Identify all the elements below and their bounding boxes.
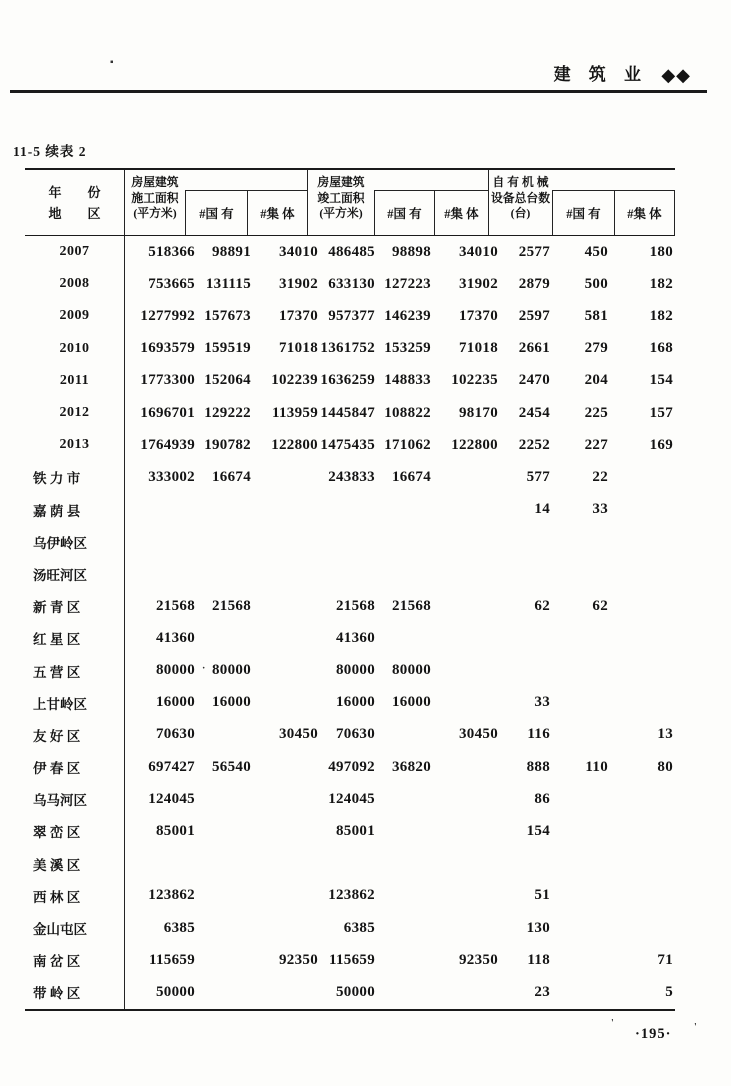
value-cell: 182 bbox=[649, 307, 673, 324]
value-cell: 108822 bbox=[384, 404, 431, 421]
table-row bbox=[25, 461, 675, 493]
value-cell: 2879 bbox=[518, 275, 550, 292]
value-cell: 98891 bbox=[212, 243, 251, 260]
header-group-construction-area bbox=[125, 170, 307, 235]
row-label: 2011 bbox=[25, 365, 125, 397]
value-cell: 50000 bbox=[156, 983, 195, 1000]
value-cell: 16000 bbox=[336, 694, 375, 711]
value-cell: 41360 bbox=[156, 629, 195, 646]
row-label: 嘉 荫 县 bbox=[25, 494, 125, 526]
value-cell: 21568 bbox=[392, 597, 431, 614]
table-row bbox=[25, 944, 675, 976]
value-cell: 23 bbox=[534, 983, 550, 1000]
group-title-line: 竣工面积 bbox=[317, 190, 365, 205]
value-cell: 124045 bbox=[148, 790, 195, 807]
row-label: 2009 bbox=[25, 300, 125, 332]
value-cell: 157673 bbox=[204, 307, 251, 324]
row-label: 新 青 区 bbox=[25, 590, 125, 622]
row-label: 红 星 区 bbox=[25, 622, 125, 654]
value-cell: 13 bbox=[657, 726, 673, 743]
table-row bbox=[25, 687, 675, 719]
value-cell: 2252 bbox=[518, 436, 550, 453]
table-row bbox=[25, 429, 675, 461]
row-label: 乌伊岭区 bbox=[25, 526, 125, 558]
value-cell: 486485 bbox=[328, 243, 375, 260]
page-number: ·195· bbox=[635, 1026, 672, 1042]
value-cell: 16674 bbox=[392, 468, 431, 485]
table-row bbox=[25, 622, 675, 654]
value-cell: 1773300 bbox=[140, 372, 195, 389]
row-label: 美 溪 区 bbox=[25, 848, 125, 880]
row-label: 乌马河区 bbox=[25, 783, 125, 815]
row-label: 带 岭 区 bbox=[25, 976, 125, 1008]
value-cell: 98170 bbox=[459, 404, 498, 421]
value-cell: 153259 bbox=[384, 340, 431, 357]
table-label: 11-5 续表 2 bbox=[13, 144, 87, 159]
value-cell: 204 bbox=[584, 372, 608, 389]
value-cell: 17370 bbox=[459, 307, 498, 324]
value-cell: 92350 bbox=[279, 951, 318, 968]
group-title-line: 设备总台数 bbox=[491, 190, 550, 205]
value-cell: 333002 bbox=[148, 468, 195, 485]
group-title-line: 施工面积 bbox=[131, 190, 179, 205]
table-row bbox=[25, 815, 675, 847]
value-cell: 115659 bbox=[149, 951, 195, 968]
value-cell: 31902 bbox=[459, 275, 498, 292]
table-row bbox=[25, 912, 675, 944]
value-cell: 148833 bbox=[384, 372, 431, 389]
table-row bbox=[25, 880, 675, 912]
value-cell: 450 bbox=[584, 243, 608, 260]
value-cell: 1764939 bbox=[140, 436, 195, 453]
table-row bbox=[25, 654, 675, 686]
row-label: 汤旺河区 bbox=[25, 558, 125, 590]
value-cell: 92350 bbox=[459, 951, 498, 968]
value-cell: 33 bbox=[592, 501, 608, 518]
chapter-header bbox=[554, 60, 691, 86]
subheader-collective: #集 体 bbox=[434, 191, 488, 235]
table-row bbox=[25, 558, 675, 590]
value-cell: 753665 bbox=[148, 275, 195, 292]
value-cell: 123862 bbox=[328, 887, 375, 904]
value-cell: 14 bbox=[534, 501, 550, 518]
subheader-collective: #集 体 bbox=[247, 191, 307, 235]
value-cell: 1636259 bbox=[320, 372, 375, 389]
value-cell: 157 bbox=[649, 404, 673, 421]
scan-artifact: ▪ bbox=[110, 57, 114, 68]
value-cell: 577 bbox=[526, 468, 550, 485]
group-title-construction-area bbox=[125, 170, 185, 235]
value-cell: 80000 bbox=[392, 662, 431, 679]
value-cell: 279 bbox=[584, 340, 608, 357]
header-group-completed-area bbox=[307, 170, 488, 235]
value-cell: 6385 bbox=[343, 919, 375, 936]
row-label: 五 营 区 bbox=[25, 654, 125, 686]
table-header bbox=[25, 168, 675, 236]
value-cell: 85001 bbox=[336, 822, 375, 839]
value-cell: 31902 bbox=[279, 275, 318, 292]
statistics-table bbox=[25, 168, 675, 1011]
value-cell: 1277992 bbox=[140, 307, 195, 324]
value-cell: 115659 bbox=[329, 951, 375, 968]
table-row bbox=[25, 268, 675, 300]
value-cell: 888 bbox=[526, 758, 550, 775]
value-cell: 6385 bbox=[163, 919, 195, 936]
value-cell: 70630 bbox=[156, 726, 195, 743]
value-cell: 518366 bbox=[148, 243, 195, 260]
header-region-label: 地 区 bbox=[48, 205, 101, 221]
value-cell: 41360 bbox=[336, 629, 375, 646]
value-cell: 190782 bbox=[204, 436, 251, 453]
value-cell: 154 bbox=[526, 822, 550, 839]
group-title-line: 自 有 机 械 bbox=[492, 175, 549, 189]
scan-artifact: ' bbox=[611, 1018, 614, 1029]
value-cell: 16000 bbox=[392, 694, 431, 711]
value-cell: 171062 bbox=[384, 436, 431, 453]
table-row bbox=[25, 300, 675, 332]
value-cell: 21568 bbox=[156, 597, 195, 614]
value-cell: 180 bbox=[649, 243, 673, 260]
value-cell: 957377 bbox=[328, 307, 375, 324]
value-cell: 62 bbox=[534, 597, 550, 614]
value-cell: 122800 bbox=[271, 436, 318, 453]
value-cell: 80000 bbox=[336, 662, 375, 679]
value-cell: 80000 bbox=[156, 662, 195, 679]
value-cell: 56540 bbox=[212, 758, 251, 775]
group-title-line: 房屋建筑 bbox=[131, 175, 179, 189]
value-cell: 169 bbox=[649, 436, 673, 453]
value-cell: 70630 bbox=[336, 726, 375, 743]
subheader-state-owned: #国 有 bbox=[374, 191, 434, 235]
table-row bbox=[25, 526, 675, 558]
group-title-line: (平方米) bbox=[319, 206, 363, 220]
value-cell: 21568 bbox=[212, 597, 251, 614]
value-cell: 102239 bbox=[271, 372, 318, 389]
value-cell: 1693579 bbox=[140, 340, 195, 357]
value-cell: 227 bbox=[584, 436, 608, 453]
diamond-icons: ◆◆ bbox=[661, 65, 691, 86]
row-label: 2012 bbox=[25, 397, 125, 429]
table-row bbox=[25, 590, 675, 622]
row-label: 铁 力 市 bbox=[25, 461, 125, 493]
table-row bbox=[25, 365, 675, 397]
value-cell: 110 bbox=[585, 758, 608, 775]
value-cell: 697427 bbox=[148, 758, 195, 775]
value-cell: 2661 bbox=[518, 340, 550, 357]
value-cell: 124045 bbox=[328, 790, 375, 807]
value-cell: 581 bbox=[584, 307, 608, 324]
table-row bbox=[25, 848, 675, 880]
value-cell: 2577 bbox=[518, 243, 550, 260]
group-title-line: (台) bbox=[510, 206, 531, 220]
row-label: 金山屯区 bbox=[25, 912, 125, 944]
value-cell: 16000 bbox=[212, 694, 251, 711]
value-cell: 2597 bbox=[518, 307, 550, 324]
value-cell: 225 bbox=[584, 404, 608, 421]
row-label: 2007 bbox=[25, 236, 125, 268]
value-cell: 33 bbox=[534, 694, 550, 711]
value-cell: 123862 bbox=[148, 887, 195, 904]
value-cell: 2470 bbox=[518, 372, 550, 389]
value-cell: 1475435 bbox=[320, 436, 375, 453]
scan-artifact: ' bbox=[694, 1022, 697, 1033]
group-title-line: 房屋建筑 bbox=[317, 175, 365, 189]
row-label: 2010 bbox=[25, 333, 125, 365]
row-label: 南 岔 区 bbox=[25, 944, 125, 976]
value-cell: 131115 bbox=[205, 275, 251, 292]
table-row bbox=[25, 494, 675, 526]
value-cell: 71 bbox=[657, 951, 673, 968]
value-cell: 633130 bbox=[328, 275, 375, 292]
group-subheaders bbox=[552, 190, 675, 235]
header-year-label: 年 份 bbox=[48, 184, 101, 200]
chapter-title: 建 筑 业 bbox=[553, 65, 649, 84]
value-cell: 146239 bbox=[384, 307, 431, 324]
value-cell: 113959 bbox=[272, 404, 318, 421]
header-group-machinery bbox=[488, 170, 675, 235]
value-cell: 130 bbox=[526, 919, 550, 936]
table-row bbox=[25, 719, 675, 751]
row-label: 上甘岭区 bbox=[25, 687, 125, 719]
value-cell: 22 bbox=[592, 468, 608, 485]
scan-artifact: · bbox=[202, 663, 206, 674]
value-cell: 497092 bbox=[328, 758, 375, 775]
table-row bbox=[25, 236, 675, 268]
value-cell: 129222 bbox=[204, 404, 251, 421]
value-cell: 98898 bbox=[392, 243, 431, 260]
value-cell: 71018 bbox=[459, 340, 498, 357]
table-row bbox=[25, 751, 675, 783]
row-label: 西 林 区 bbox=[25, 880, 125, 912]
value-cell: 243833 bbox=[328, 468, 375, 485]
value-cell: 80 bbox=[657, 758, 673, 775]
value-cell: 50000 bbox=[336, 983, 375, 1000]
row-label: 2013 bbox=[25, 429, 125, 461]
value-cell: 71018 bbox=[279, 340, 318, 357]
value-cell: 86 bbox=[534, 790, 550, 807]
row-label: 2008 bbox=[25, 268, 125, 300]
header-divider bbox=[10, 90, 707, 93]
value-cell: 159519 bbox=[204, 340, 251, 357]
value-cell: 154 bbox=[649, 372, 673, 389]
value-cell: 116 bbox=[527, 726, 550, 743]
value-cell: 85001 bbox=[156, 822, 195, 839]
value-cell: 1445847 bbox=[320, 404, 375, 421]
value-cell: 500 bbox=[584, 275, 608, 292]
group-subheaders bbox=[374, 190, 488, 235]
table-row bbox=[25, 783, 675, 815]
value-cell: 5 bbox=[665, 983, 673, 1000]
value-cell: 1361752 bbox=[320, 340, 375, 357]
subheader-collective: #集 体 bbox=[614, 191, 675, 235]
value-cell: 152064 bbox=[204, 372, 251, 389]
value-cell: 16000 bbox=[156, 694, 195, 711]
value-cell: 30450 bbox=[459, 726, 498, 743]
subheader-state-owned: #国 有 bbox=[185, 191, 247, 235]
table-row bbox=[25, 976, 675, 1008]
value-cell: 30450 bbox=[279, 726, 318, 743]
value-cell: 122800 bbox=[451, 436, 498, 453]
table-row bbox=[25, 333, 675, 365]
group-title-machinery bbox=[489, 170, 552, 235]
value-cell: 34010 bbox=[459, 243, 498, 260]
row-label: 翠 峦 区 bbox=[25, 815, 125, 847]
value-cell: 1696701 bbox=[140, 404, 195, 421]
value-cell: 16674 bbox=[212, 468, 251, 485]
group-title-completed-area bbox=[308, 170, 374, 235]
value-cell: 168 bbox=[649, 340, 673, 357]
value-cell: 21568 bbox=[336, 597, 375, 614]
value-cell: 182 bbox=[649, 275, 673, 292]
table-row bbox=[25, 397, 675, 429]
value-cell: 62 bbox=[592, 597, 608, 614]
value-cell: 34010 bbox=[279, 243, 318, 260]
value-cell: 102235 bbox=[451, 372, 498, 389]
group-title-line: (平方米) bbox=[133, 206, 177, 220]
value-cell: 80000 bbox=[212, 662, 251, 679]
row-label: 友 好 区 bbox=[25, 719, 125, 751]
row-label: 伊 春 区 bbox=[25, 751, 125, 783]
header-year-region-cell bbox=[25, 170, 125, 235]
value-cell: 118 bbox=[527, 951, 550, 968]
subheader-state-owned: #国 有 bbox=[552, 191, 614, 235]
group-subheaders bbox=[185, 190, 307, 235]
value-cell: 127223 bbox=[384, 275, 431, 292]
value-cell: 51 bbox=[534, 887, 550, 904]
value-cell: 2454 bbox=[518, 404, 550, 421]
table-body bbox=[25, 236, 675, 1011]
value-cell: 36820 bbox=[392, 758, 431, 775]
value-cell: 17370 bbox=[279, 307, 318, 324]
